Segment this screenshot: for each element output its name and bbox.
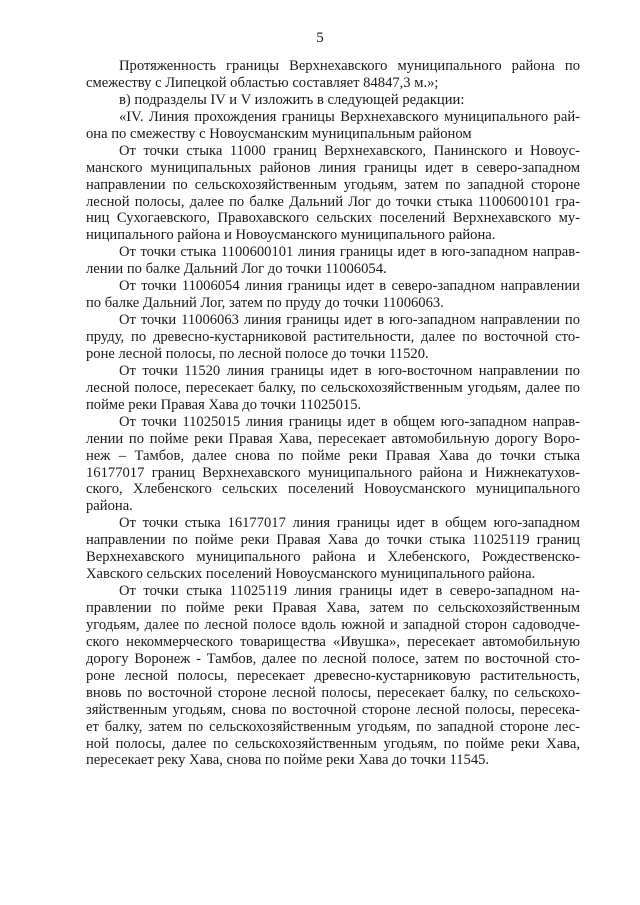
text-line: роне лесной полосы, по лесной полосе до точки 11520. <box>86 345 429 362</box>
text-line: Верхнехавского муниципального района и Хлебенского, Рождественско- <box>86 549 580 566</box>
text-line: ет балку, затем по сельскохозяйственным угодьям, по западной стороне лес- <box>86 718 580 735</box>
text-line: лесной полосе, пересекает балку, по сельскохозяйственным угодьям, далее по <box>86 379 580 396</box>
paragraph <box>86 414 580 516</box>
text-line: района. <box>86 498 133 515</box>
text-line: в) подразделы IV и V изложить в следующей редакции: <box>119 91 465 108</box>
text-line: лесной полосы, далее по балке Дальний Лог до точки стыка 1100600101 гра- <box>86 193 580 210</box>
document-body <box>86 58 580 769</box>
text-line: ского некоммерческого товарищества «Ивушка», пересекает автомобильную <box>86 633 580 650</box>
text-line: От точки стыка 11000 границ Верхнехавского, Панинского и Новоус- <box>119 142 580 159</box>
text-line: От точки стыка 11025119 линия границы идет в северо-западном на- <box>119 583 580 600</box>
text-line: пруду, по древесно-кустарниковой растительности, далее по восточной сто- <box>86 329 580 345</box>
paragraph <box>86 278 580 312</box>
text-line: зяйственным угодьям, снова по восточной стороне лесной полосы, пересека- <box>86 701 580 718</box>
paragraph <box>86 515 580 583</box>
text-line: правлении по пойме реки Правая Хава, затем по сельскохозяйственным <box>86 600 580 616</box>
text-line: смежеству с Липецкой областью составляет 84847,3 м.»; <box>86 74 439 91</box>
text-line: От точки 11006054 линия границы идет в северо-западном направлении <box>119 278 580 295</box>
paragraph <box>86 143 580 245</box>
text-line: манского муниципальных районов линия границы идет в северо-западном <box>86 159 580 176</box>
paragraph <box>86 312 580 363</box>
text-line: роне лесной полосы, пересекает древесно-кустарниковую растительность, <box>86 667 580 684</box>
text-line: «IV. Линия прохождения границы Верхнехавского муниципального рай- <box>119 108 580 125</box>
text-line: она по смежеству с Новоусманским муниципальным районом <box>86 125 472 142</box>
text-line: От точки 11025015 линия границы идет в общем юго-западном направ- <box>119 413 580 430</box>
paragraph <box>86 58 580 92</box>
paragraph <box>86 92 580 109</box>
text-line: ского, Хлебенского сельских поселений Новоусманского муниципального <box>86 481 580 498</box>
text-line: От точки 11520 линия границы идет в юго-восточном направлении по <box>119 362 580 379</box>
text-line: Протяженность границы Верхнехавского муниципального района по <box>119 58 580 74</box>
text-line: лении по балке Дальний Лог до точки 11006054. <box>86 261 387 278</box>
paragraph <box>86 583 580 769</box>
paragraph <box>86 109 580 143</box>
text-line: лении по пойме реки Правая Хава, пересекает автомобильную дорогу Воро- <box>86 430 580 447</box>
text-line: ниципального района и Новоусманского муниципального района. <box>86 227 496 244</box>
text-line: ной полосы, далее по сельскохозяйственным угодьям, по пойме реки Хава, <box>86 735 580 752</box>
text-line: От точки стыка 1100600101 линия границы идет в юго-западном направ- <box>119 244 580 261</box>
text-line: направлении по сельскохозяйственным угодьям, затем по западной стороне <box>86 176 580 193</box>
text-line: пойме реки Правая Хава до точки 11025015. <box>86 396 362 413</box>
text-line: От точки стыка 16177017 линия границы идет в общем юго-западном <box>119 515 580 532</box>
text-line: пересекает реку Хава, снова по пойме реки Хава до точки 11545. <box>86 752 490 769</box>
text-line: угодьям, далее по лесной полосе вдоль южной и западной сторон садоводче- <box>86 616 580 633</box>
text-line: ниц Сухогаевского, Правохавского сельских поселений Верхнехавского му- <box>86 210 580 227</box>
paragraph <box>86 244 580 278</box>
text-line: неж – Тамбов, далее снова по пойме реки Правая Хава до точки стыка <box>86 447 580 464</box>
text-line: 16177017 границ Верхнехавского муниципального района и Нижнекатухов- <box>86 464 580 481</box>
page-number: 5 <box>316 30 324 46</box>
text-line: Хавского сельских поселений Новоусманского муниципального района. <box>86 566 536 583</box>
text-line: вновь по восточной стороне лесной полосы, пересекает балку, по сельскохо- <box>86 684 580 701</box>
text-line: дорогу Воронеж - Тамбов, далее по лесной полосе, затем по восточной сто- <box>86 650 580 667</box>
text-line: по балке Дальний Лог, затем по пруду до точки 11006063. <box>86 295 444 312</box>
text-line: направлении по пойме реки Правая Хава до точки стыка 11025119 границ <box>86 532 580 549</box>
text-line: От точки 11006063 линия границы идет в юго-западном направлении по <box>119 312 580 329</box>
paragraph <box>86 363 580 414</box>
